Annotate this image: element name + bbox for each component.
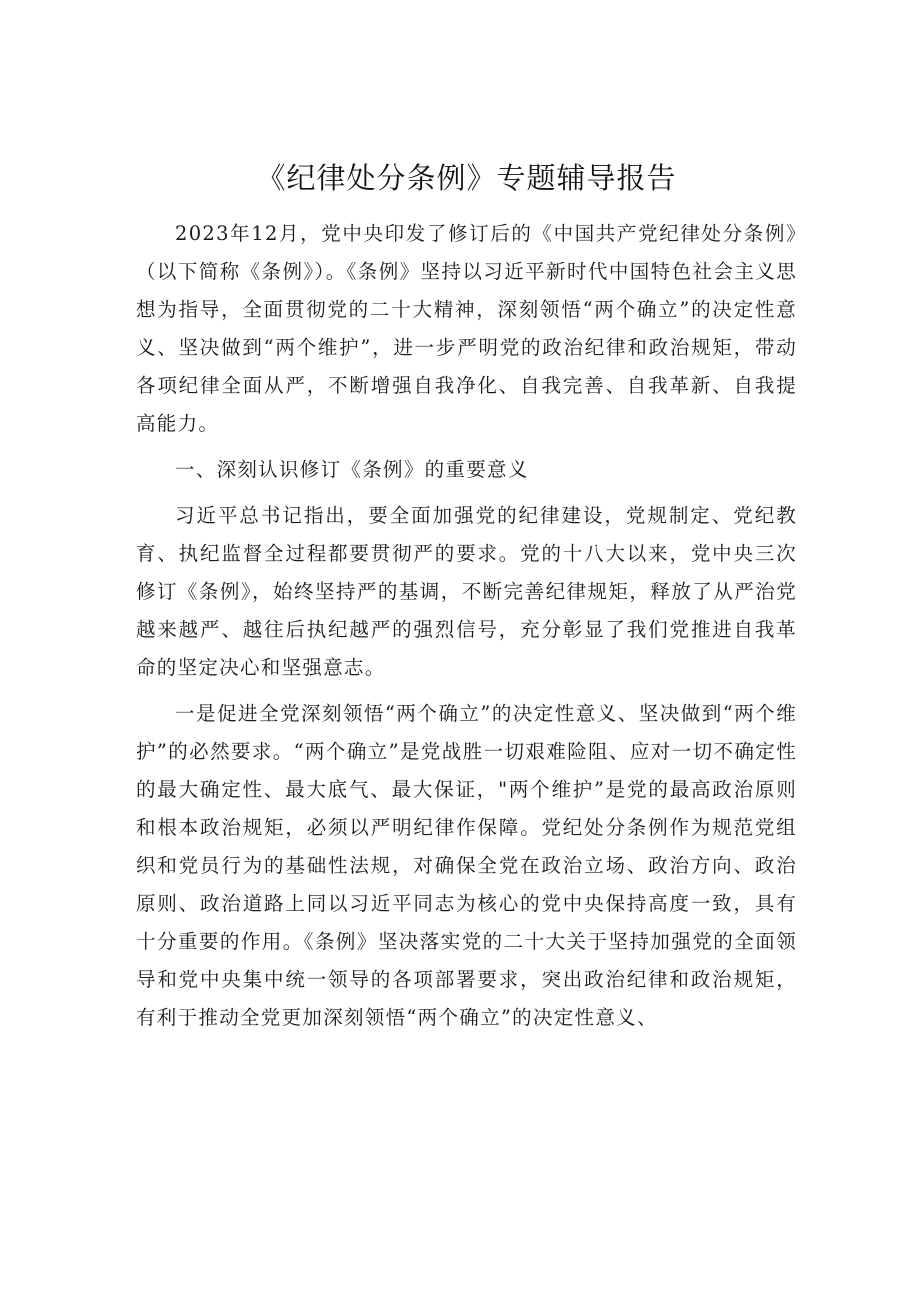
- section-heading: 一、深刻认识修订《条例》的重要意义: [175, 458, 529, 481]
- document-title: 《纪律处分条例》专题辅导报告: [256, 161, 677, 195]
- body-paragraph: 习近平总书记指出，要全面加强党的纪律建设，党规制定、党纪教育、执纪监督全过程都要贯彻严的要求。党的十八大以来，党中央三次修订《条例》，始终坚持严的基调，不断完善纪律规矩，释放了从严治党越来越严、越往后执纪越严的强烈信号，充分彰显了我们党推进自我革命的坚定决心和坚强意志。: [136, 504, 797, 679]
- document-body: [136, 155, 797, 1037]
- body-paragraph: 一是促进全党深刻领悟“两个确立”的决定性意义、坚决做到“两个维护”的必然要求。“两个确立”是党战胜一切艰难险阻、应对一切不确定性的最大确定性、最大底气、最大保证，"两个维护”是党的最高政治原则和根本政治规矩，必须以严明纪律作保障。党纪处分条例作为规范党组织和党员行为的基础性法规，对确保全党在政治立场、政治方向、政治原则、政治道路上同以习近平同志为核心的党中央保持高度一致，具有十分重要的作用。《条例》坚决落实党的二十大关于坚持加强党的全面领导和党中央集中统一领导的各项部署要求，突出政治纪律和政治规矩，有利于推动全党更加深刻领悟“两个确立”的决定性意义、: [136, 702, 797, 1029]
- intro-paragraph: 2023年12月，党中央印发了修订后的《中国共产党纪律处分条例》（以下简称《条例》）。《条例》坚持以习近平新时代中国特色社会主义思想为指导，全面贯彻党的二十大精神，深刻领悟“两个确立”的决定性意义、坚决做到“两个维护”，进一步严明党的政治纪律和政治规矩，带动各项纪律全面从严，不断增强自我净化、自我完善、自我革新、自我提高能力。: [136, 222, 797, 435]
